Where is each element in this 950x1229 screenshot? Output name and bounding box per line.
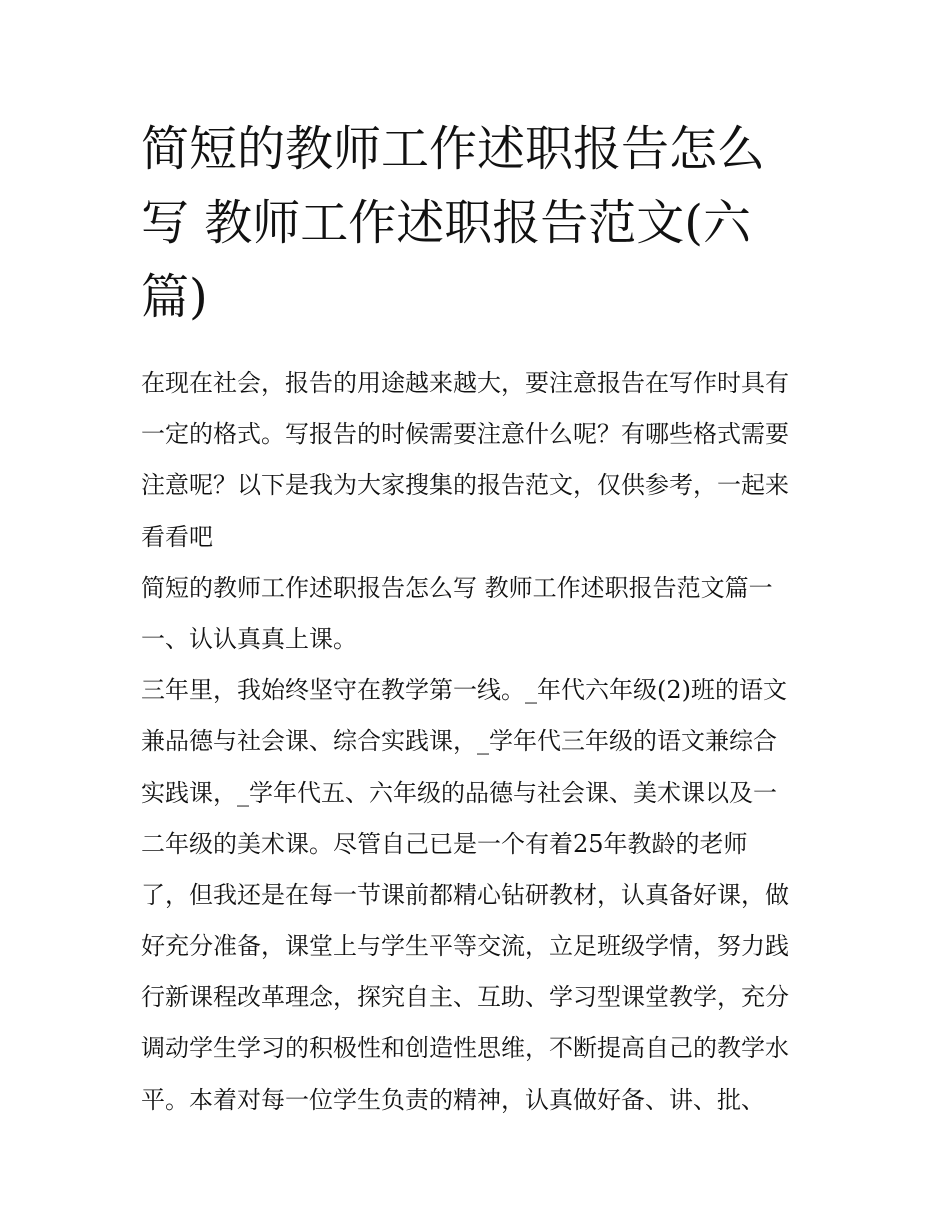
paragraph-line: 了，但我还是在每一节课前都精心钻研教材，认真备好课，做	[141, 880, 789, 909]
paragraph-line: 三年里，我始终坚守在教学第一线。_年代六年级(2)班的语文	[141, 676, 787, 705]
intro-line: 看看吧	[141, 522, 213, 551]
intro-line: 注意呢？以下是我为大家搜集的报告范文，仅供参考，一起来	[141, 471, 789, 500]
section-heading: 简短的教师工作述职报告怎么写 教师工作述职报告范文篇一	[141, 573, 773, 602]
paragraph-line: 行新课程改革理念，探究自主、互助、学习型课堂教学，充分	[141, 983, 789, 1012]
paragraph-line: 调动学生学习的积极性和创造性思维，不断提高自己的教学水	[141, 1034, 789, 1063]
intro-line: 一定的格式。写报告的时候需要注意什么呢？有哪些格式需要	[141, 420, 789, 449]
title-line: 简短的教师工作述职报告怎么	[141, 121, 766, 177]
document-title	[141, 112, 813, 334]
title-line: 写 教师工作述职报告范文(六	[141, 195, 751, 251]
paragraph-line: 实践课，_学年代五、六年级的品德与社会课、美术课以及一	[141, 778, 777, 807]
title-line: 篇)	[141, 269, 208, 325]
document-body	[141, 358, 813, 1126]
document-content	[141, 112, 813, 1126]
subsection-heading: 一、认认真真上课。	[141, 624, 357, 653]
paragraph-line: 好充分准备，课堂上与学生平等交流，立足班级学情，努力践	[141, 932, 789, 961]
paragraph-line: 二年级的美术课。尽管自己已是一个有着25年教龄的老师	[141, 829, 748, 858]
intro-line: 在现在社会，报告的用途越来越大，要注意报告在写作时具有	[141, 369, 789, 397]
paragraph-line: 平。本着对每一位学生负责的精神，认真做好备、讲、批、	[141, 1085, 765, 1114]
paragraph-line: 兼品德与社会课、综合实践课，_学年代三年级的语文兼综合	[141, 727, 777, 756]
